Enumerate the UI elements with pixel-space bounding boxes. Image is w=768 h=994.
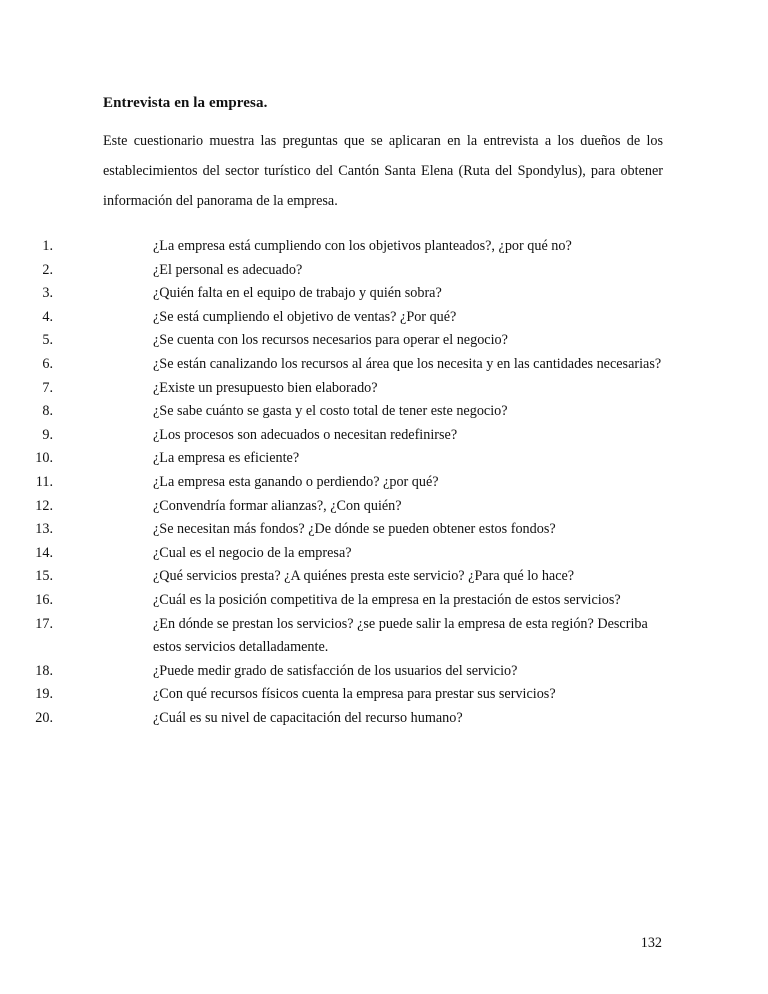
page-number: 132 xyxy=(640,935,662,951)
question-text: ¿Puede medir grado de satisfacción de los usuarios del servicio? xyxy=(153,662,518,679)
question-number: 3. xyxy=(42,285,53,302)
question-list xyxy=(0,235,768,730)
question-item xyxy=(0,589,673,613)
question-number: 10. xyxy=(35,450,53,467)
question-number: 8. xyxy=(42,403,53,420)
question-text: ¿Se sabe cuánto se gasta y el costo total de tener este negocio? xyxy=(153,403,508,420)
question-text: ¿Cuál es su nivel de capacitación del recurso humano? xyxy=(153,709,463,726)
question-number: 15. xyxy=(35,568,53,585)
question-text: ¿La empresa es eficiente? xyxy=(153,450,300,467)
question-number: 11. xyxy=(35,473,53,490)
question-number: 4. xyxy=(42,308,53,325)
question-number: 14. xyxy=(35,544,53,561)
question-item xyxy=(0,542,673,566)
question-number: 17. xyxy=(35,615,53,632)
question-number: 18. xyxy=(35,662,53,679)
question-number: 16. xyxy=(35,591,53,608)
question-item xyxy=(0,565,673,589)
question-text: ¿Los procesos son adecuados o necesitan redefinirse? xyxy=(153,426,458,443)
question-text: ¿Convendría formar alianzas?, ¿Con quién? xyxy=(153,497,402,514)
question-item xyxy=(0,424,673,448)
question-number: 19. xyxy=(35,686,53,703)
question-item xyxy=(0,683,673,707)
question-text: ¿Cuál es la posición competitiva de la empresa en la prestación de estos servicios? xyxy=(153,591,621,608)
question-item xyxy=(0,353,673,377)
question-text: ¿Con qué recursos físicos cuenta la empresa para prestar sus servicios? xyxy=(153,686,556,703)
question-text: ¿Qué servicios presta? ¿A quiénes presta este servicio? ¿Para qué lo hace? xyxy=(153,568,575,585)
question-text: ¿En dónde se prestan los servicios? ¿se puede salir la empresa de esta región? Describa estos servicios detalladamente. xyxy=(153,615,648,656)
question-item xyxy=(0,613,673,660)
question-number: 5. xyxy=(42,332,53,349)
question-text: ¿Se cuenta con los recursos necesarios para operar el negocio? xyxy=(153,332,508,349)
question-item xyxy=(0,259,673,283)
question-number: 9. xyxy=(42,426,53,443)
intro-paragraph: Este cuestionario muestra las preguntas que se aplicaran en la entrevista a los dueños de los establecimientos del sector turístico del Cantón Santa Elena (Ruta del Spondylus), para obtener información del panorama de la empresa. xyxy=(103,133,663,209)
question-text: ¿Se necesitan más fondos? ¿De dónde se pueden obtener estos fondos? xyxy=(153,521,556,538)
question-item xyxy=(0,518,673,542)
question-item xyxy=(0,235,673,259)
question-item xyxy=(0,495,673,519)
question-item xyxy=(0,660,673,684)
question-text: ¿Cual es el negocio de la empresa? xyxy=(153,544,352,561)
question-number: 7. xyxy=(42,379,53,396)
section-heading: Entrevista en la empresa. xyxy=(103,95,268,111)
question-item xyxy=(0,447,673,471)
question-item xyxy=(0,471,673,495)
question-text: ¿Quién falta en el equipo de trabajo y quién sobra? xyxy=(153,285,442,302)
question-number: 2. xyxy=(42,261,53,278)
question-text: ¿Existe un presupuesto bien elaborado? xyxy=(153,379,378,396)
question-item xyxy=(0,329,673,353)
question-text: ¿Se están canalizando los recursos al área que los necesita y en las cantidades necesarias? xyxy=(153,355,662,372)
question-item xyxy=(0,282,673,306)
question-text: ¿La empresa está cumpliendo con los objetivos planteados?, ¿por qué no? xyxy=(153,238,572,254)
question-item xyxy=(0,400,673,424)
question-text: ¿La empresa esta ganando o perdiendo? ¿por qué? xyxy=(153,473,439,490)
question-item xyxy=(0,306,673,330)
question-text: ¿Se está cumpliendo el objetivo de ventas? ¿Por qué? xyxy=(153,308,457,325)
question-number: 13. xyxy=(35,521,53,538)
question-item xyxy=(0,377,673,401)
question-item xyxy=(0,707,673,731)
question-text: ¿El personal es adecuado? xyxy=(153,261,303,278)
question-number: 12. xyxy=(35,497,53,514)
question-number: 1. xyxy=(42,238,53,254)
question-number: 6. xyxy=(42,355,53,372)
question-number: 20. xyxy=(35,709,53,726)
